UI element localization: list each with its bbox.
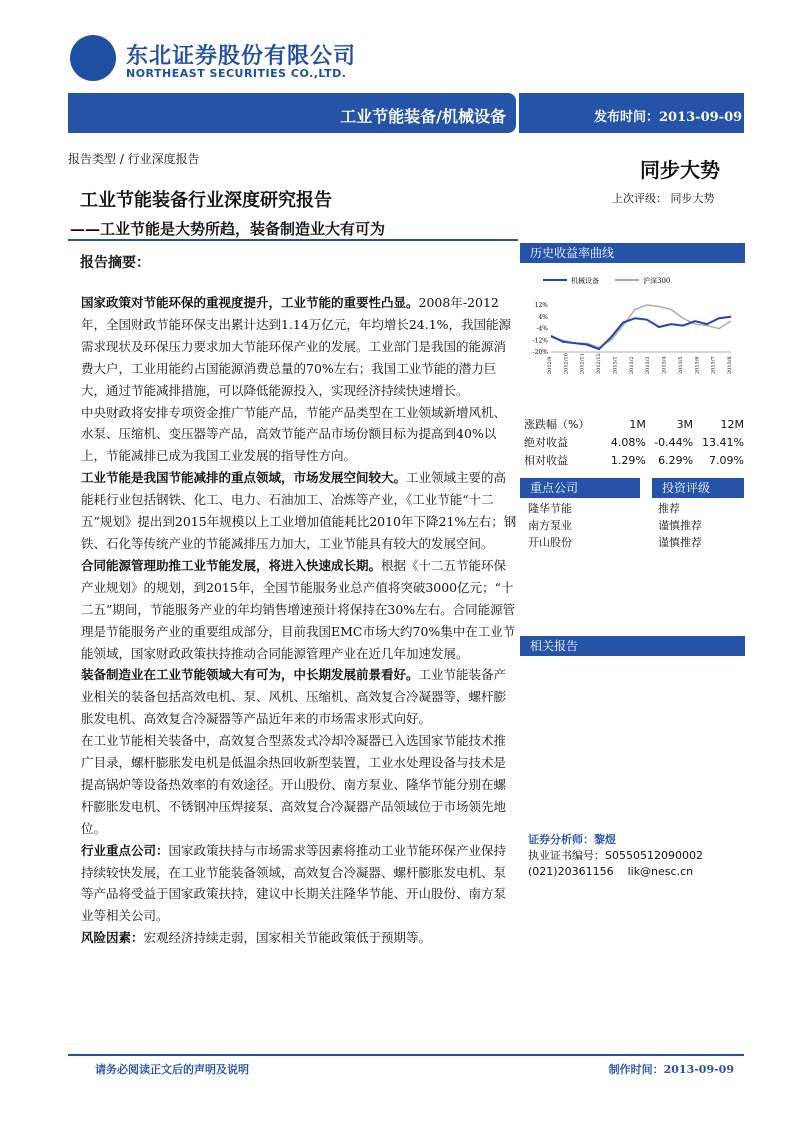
row-label: 绝对收益 [524,436,568,449]
company-name-en: NORTHEAST SECURITIES CO.,LTD. [126,67,347,80]
paragraph-lead: 合同能源管理助推工业节能发展，将进入快速成长期。 [81,557,382,573]
summary-title: 报告摘要： [80,255,150,271]
report-subtitle: ——工业节能是大势所趋，装备制造业大有可为 [70,220,386,238]
x-tick-label: 2013/1 [612,356,619,374]
list-item [528,500,738,516]
company-rating: 推荐 [658,502,680,515]
x-tick-label: 2013/6 [694,356,701,374]
table-cell: 1.29% [610,453,646,467]
table-cell: -0.44% [654,435,694,449]
x-tick-label: 2013/7 [710,356,717,374]
company-rating: 谨慎推荐 [658,536,702,549]
chart-section-head: 历史收益率曲线 [520,243,745,263]
list-item [528,517,738,533]
y-tick-label: -4% [536,325,548,333]
logo-icon [70,35,116,81]
table-row [524,433,744,451]
x-tick-label: 2012/9 [547,356,553,374]
paragraph-text: 2008年-2012年，全国财政节能环保支出累计达到1.14万亿元，年均增长24.1%，我国能源需求现状及环保压力要求加大节能环保产业的发展。工业部门是我国的能源消费大户，工业用能约占国能源消费总量的70%左右；我国工业节能的潜力巨大，通过节能减排措施，可以降低能源投入，实现经济持续快速增长。 [81,295,512,398]
sector-label: 工业节能装备/机械设备 [340,107,506,126]
analyst-phone: (021)20361156 [528,865,614,878]
rating-section-head: 投资评级 [652,478,744,498]
paragraph-text: 根据《十二五节能环保产业规划》的规划，到2015年，全国节能服务业总产值将突破3000亿元；“十二五”期间，节能服务产业的年均销售增速预计将保持在30%左右。合同能源管理是节能服务产业的重要组成部分，目前我国EMC市场大约70%集中在工业节能领域，国家财政政策扶持推动合同能源管理产业在近几年加速发展。 [81,557,516,661]
companies-section-head: 重点公司 [520,478,640,498]
y-tick-label: -20% [532,349,548,356]
analyst-contact [528,864,738,880]
table-cell: 13.41% [702,435,744,449]
analyst-name: 证券分析师：黎煜 [528,833,616,846]
performance-table [524,415,744,469]
table-header: 涨跌幅（%） [524,418,590,431]
paragraph-lead: 行业重点公司： [81,842,169,858]
body-paragraph [81,840,518,928]
sector-banner [68,93,516,133]
related-reports-head: 相关报告 [520,636,745,656]
paragraph-text: 国家政策扶持与市场需求等因素将推动工业节能环保产业保持持续较快发展，在工业节能装备领域，高效复合冷凝器、螺杆膨胀发电机、泵等产品将受益于国家政策扶持，建议中长期关注隆华节能、开山股份、南方泵业等相关公司。 [81,842,507,924]
series-line [551,305,731,348]
table-row [524,451,744,469]
x-tick-label: 2012/12 [596,353,603,374]
x-tick-label: 2012/10 [563,353,570,374]
report-body [81,292,518,949]
paragraph-lead: 国家政策对节能环保的重视度提升，工业节能的重要性凸显。 [81,295,419,310]
x-tick-label: 2013/2 [628,356,635,374]
publish-banner [519,93,744,133]
footer-divider [68,1054,744,1056]
paragraph-text: 中央财政将安排专项资金推广节能产品，节能产品类型在工业领域新增风机、水泵、压缩机、变压器等产品，高效节能产品市场份额目标为提高到40%以上，节能减排已成为我国工业发展的指导性方向。 [81,404,507,464]
performance-chart [523,272,743,382]
company-name-cn: 东北证券股份有限公司 [126,44,357,69]
paragraph-lead: 风险因素： [81,930,144,946]
body-paragraph [81,664,518,730]
y-tick-label: 12% [534,302,548,309]
row-label: 相对收益 [524,454,568,467]
list-item [528,534,738,550]
footer-production-time: 制作时间：2013-09-09 [608,1063,734,1076]
company-name: 开山股份 [528,536,572,549]
report-type: 报告类型 / 行业深度报告 [68,152,200,166]
footer-disclaimer: 请务必阅读正文后的声明及说明 [95,1063,249,1076]
x-tick-label: 2013/5 [677,356,684,374]
body-paragraph [81,402,518,468]
previous-rating: 上次评级： 同步大势 [612,192,715,205]
paragraph-text: 工业节能装备产业相关的装备包括高效电机、泵、风机、压缩机、高效复合冷凝器等，螺杆膨胀发电机、高效复合冷凝器等产品近年来的市场需求形式向好。 [81,667,507,727]
series-line [551,317,731,349]
x-tick-label: 2013/8 [727,356,733,374]
paragraph-lead: 工业节能是我国节能减排的重点领域，市场发展空间较大。 [81,470,407,486]
table-header: 1M [629,417,646,431]
legend-label: 机械设备 [571,277,599,285]
body-paragraph [81,292,518,402]
body-paragraph [81,467,518,555]
table-cell: 7.09% [709,453,744,467]
divider [68,239,518,241]
report-title: 工业节能装备行业深度研究报告 [80,190,332,211]
publish-time: 发布时间：2013-09-09 [594,110,743,125]
paragraph-text: 在工业节能相关装备中，高效复合型蒸发式冷却冷凝器已入选国家节能技术推广目录，螺杆膨胀发电机是低温余热回收新型装置，工业水处理设备与技术是提高锅炉等设备热效率的有效途径。开山股份、南方泵业、隆华节能分别在螺杆膨胀发电机、不锈钢冲压焊接泵、高效复合冷凝器产品领域位于市场领先地位。 [81,733,507,836]
analyst-email: lik@nesc.cn [627,865,694,878]
paragraph-text: 宏观经济持续走弱，国家相关节能政策低于预期等。 [143,930,432,946]
table-header: 12M [720,417,744,431]
paragraph-lead: 装备制造业在工业节能领域大有可为，中长期发展前景看好。 [81,667,419,683]
x-tick-label: 2012/11 [579,353,586,374]
paragraph-text: 工业领域主要的高能耗行业包括钢铁、化工、电力、石油加工、冶炼等产业，《工业节能“十二五”规划》提出到2015年规模以上工业增加值能耗比2010年下降21%左右；钢铁、石化等传统产业的节能减排压力加大，工业节能具有较大的发展空间。 [81,470,517,551]
key-companies [528,500,738,551]
analyst-info [528,832,738,880]
y-tick-label: -12% [532,337,548,345]
performance-header-row [524,415,744,433]
table-header: 3M [676,417,694,431]
body-paragraph [81,927,518,949]
table-cell: 6.29% [658,453,694,467]
body-paragraph [81,730,518,840]
y-tick-label: 4% [538,313,548,321]
company-name: 隆华节能 [528,502,572,515]
analyst-cert: 执业证书编号：S0550512090002 [528,849,703,862]
body-paragraph [81,555,518,665]
company-rating: 谨慎推荐 [658,519,702,532]
rating: 同步大势 [640,158,720,182]
x-tick-label: 2013/3 [645,356,652,374]
x-tick-label: 2013/4 [661,356,668,374]
company-name: 南方泵业 [528,519,572,532]
table-cell: 4.08% [610,435,646,449]
legend-label: 沪深300 [643,277,671,285]
company-logo [70,35,370,85]
